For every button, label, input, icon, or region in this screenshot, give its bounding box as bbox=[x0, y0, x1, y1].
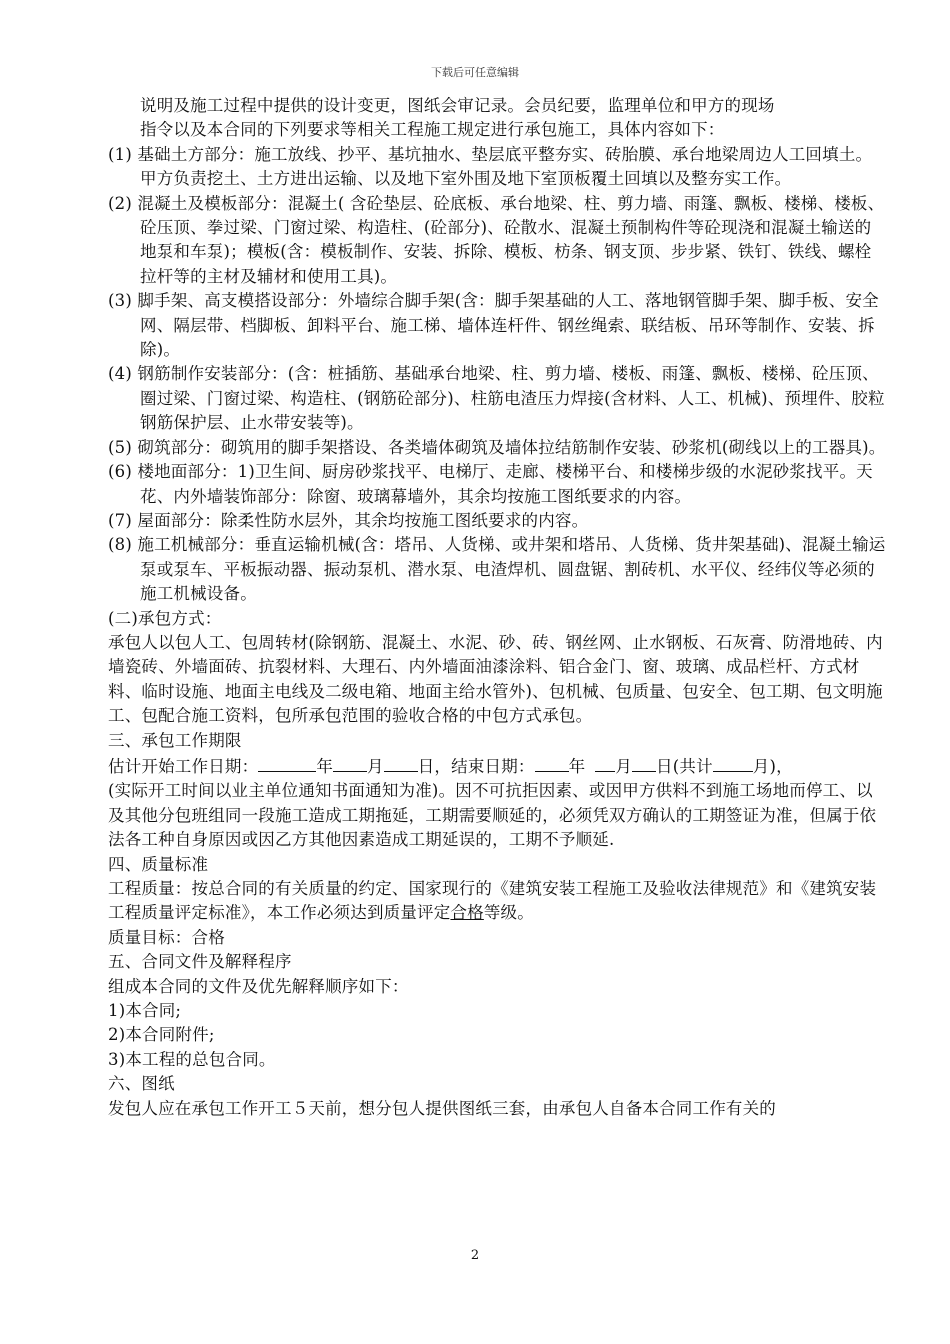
scope-item-8: (8) 施工机械部分：垂直运输机械(含：塔吊、人货梯、或井架和塔吊、人货梯、货井架基础)、混凝土输运泵或泵车、平板振动器、振动泵机、潜水泵、电渣焊机、圆盘锯、割砖机、水平仪、经纬仪等必须的施工机械设备。 bbox=[108, 535, 886, 604]
quality-heading: 四、质量标准 bbox=[108, 854, 209, 874]
contract-method-text: 承包人以包人工、包周转材(除钢筋、混凝土、水泥、砂、砖、钢丝网、止水钢板、石灰膏、防滑地砖、内墙瓷砖、外墙面砖、抗裂材料、大理石、内外墙面油漆涂料、铝合金门、窗、玻璃、成品栏杆、方式材料、临时设施、地面主电线及二级电箱、地面主给水管外)、包机械、包质量、包安全、包工期、包文明施工、包配合施工资料，包所承包范围的验收合格的中包方式承包。 bbox=[108, 632, 883, 726]
page-number: 2 bbox=[470, 1248, 480, 1263]
scope-item-7: (7) 屋面部分：除柔性防水层外，其余均按施工图纸要求的内容。 bbox=[108, 510, 589, 530]
contract-method-heading: (二)承包方式： bbox=[108, 608, 222, 628]
start-date-label: 估计开始工作日期： bbox=[108, 756, 259, 776]
quality-text bbox=[108, 877, 888, 926]
work-period-dates bbox=[108, 753, 888, 779]
work-period-text: (实际开工时间以业主单位通知书面通知为准)。因不可抗拒因素、或因甲方供料不到施工场地而停工、以及其他分包班组同一段施工造成工期拖延，工期需要顺延的，必须凭双方确认的工期签证为准，但属于依法各工种自身原因或因乙方其他因素造成工期延误的，工期不予顺延. bbox=[108, 781, 877, 850]
end-day-blank[interactable] bbox=[632, 753, 656, 772]
documents-list-item-1: 1)本合同; bbox=[108, 1001, 182, 1021]
start-day-unit: 日 bbox=[417, 756, 435, 776]
start-day-blank[interactable] bbox=[384, 753, 418, 772]
end-year-unit: 年 bbox=[568, 756, 586, 776]
end-total-open: 日(共计 bbox=[656, 756, 713, 776]
start-month-unit: 月 bbox=[367, 756, 384, 776]
documents-intro: 组成本合同的文件及优先解释顺序如下： bbox=[108, 976, 409, 996]
page-header: 下载后可任意编辑 bbox=[431, 66, 519, 79]
scope-item-3: (3) 脚手架、高支模搭设部分：外墙综合脚手架(含：脚手架基础的人工、落地钢管脚手架、脚手板、安全网、隔层带、档脚板、卸料平台、施工梯、墙体连杆件、钢丝绳索、联结板、吊环等制作、安装、拆除)。 bbox=[108, 291, 879, 360]
start-month-blank[interactable] bbox=[333, 753, 367, 772]
documents-list-item-2: 2)本合同附件; bbox=[108, 1025, 215, 1045]
end-month-unit: 月 bbox=[615, 756, 633, 776]
quality-text-before: 工程质量：按总合同的有关质量的约定、国家现行的《建筑安装工程施工及验收法律规范》和《建筑安装工程质量评定标准》，本工作必须达到质量评定 bbox=[108, 879, 877, 923]
drawings-text: 发包人应在承包工作开工５天前，想分包人提供图纸三套，由承包人自备本合同工作有关的 bbox=[108, 1098, 776, 1118]
quality-text-after: 等级。 bbox=[483, 903, 534, 923]
documents-list-item-3: 3)本工程的总包合同。 bbox=[108, 1049, 276, 1069]
documents-heading: 五、合同文件及解释程序 bbox=[108, 952, 292, 972]
start-year-blank[interactable] bbox=[258, 753, 316, 772]
work-period-heading: 三、承包工作期限 bbox=[108, 730, 242, 750]
start-year-unit: 年 bbox=[316, 756, 334, 776]
quality-target: 质量目标：合格 bbox=[108, 927, 225, 947]
scope-item-5: (5) 砌筑部分：砌筑用的脚手架搭设、各类墙体砌筑及墙体拉结筋制作安装、砂浆机(砌线以上的工器具)。 bbox=[108, 437, 886, 457]
quality-grade: 合格 bbox=[450, 903, 484, 923]
end-month-blank[interactable] bbox=[595, 753, 615, 772]
scope-item-2: (2) 混凝土及模板部分：混凝土( 含砼垫层、砼底板、承台地梁、柱、剪力墙、雨篷、飘板、楼梯、楼板、砼压顶、拳过梁、门窗过梁、构造柱、(砼部分)、砼散水、混凝土预制构件等砼现浇和混凝土输送的地泵和车泵)；模板(含：模板制作、安装、拆除、模板、枋条、钢支顶、步步紧、铁钉、铁线、螺栓拉杆等的主材及辅材和使用工具)。 bbox=[108, 193, 885, 286]
end-year-blank[interactable] bbox=[535, 753, 569, 772]
total-months-blank[interactable] bbox=[713, 753, 753, 772]
document-body bbox=[108, 94, 888, 1121]
intro-line-1: 说明及施工过程中提供的设计变更，图纸会审记录。会员纪要，监理单位和甲方的现场 bbox=[140, 96, 775, 115]
end-total-close: 月)， bbox=[752, 756, 793, 776]
scope-item-6: (6) 楼地面部分：1)卫生间、厨房砂浆找平、电梯厅、走廊、楼梯平台、和楼梯步级的水泥砂浆找平。天花、内外墙装饰部分：除窗、玻璃幕墙外，其余均按施工图纸要求的内容。 bbox=[108, 462, 873, 506]
scope-item-1: (1) 基础土方部分：施工放线、抄平、基坑抽水、垫层底平整夯实、砖胎膜、承台地梁周边人工回填土。甲方负责挖土、土方进出运输、以及地下室外围及地下室顶板覆土回填以及整夯实工作。 bbox=[108, 144, 873, 189]
drawings-heading: 六、图纸 bbox=[108, 1074, 175, 1094]
end-date-label: ，结束日期： bbox=[434, 756, 535, 776]
scope-item-4: (4) 钢筋制作安装部分：(含：桩插筋、基础承台地梁、柱、剪力墙、楼板、雨篷、飘板、楼梯、砼压顶、圈过梁、门窗过梁、构造柱、(钢筋砼部分)、柱筋电渣压力焊接(含材料、人工、机械)、预埋件、胶粒钢筋保护层、止水带安装等)。 bbox=[108, 364, 885, 433]
intro-line-2: 指令以及本合同的下列要求等相关工程施工规定进行承包施工，具体内容如下： bbox=[140, 120, 725, 140]
